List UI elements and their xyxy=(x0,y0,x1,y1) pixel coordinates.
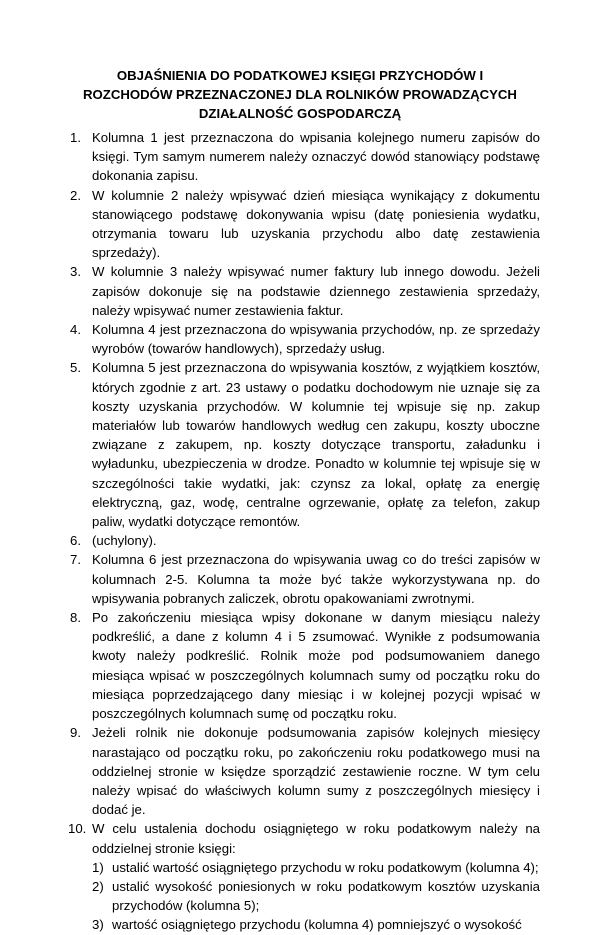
item-text: Kolumna 4 jest przeznaczona do wpisywania przychodów, np. ze sprzedaży wyrobów (towarów handlowych), sprzedaży usług. xyxy=(92,322,540,357)
sub-item-number: 2) xyxy=(92,878,104,894)
item-number: 9. xyxy=(70,725,81,741)
item-text: (uchylony). xyxy=(92,533,157,549)
title-line-2: ROZCHODÓW PRZEZNACZONEJ DLA ROLNIKÓW PROWADZĄCYCH xyxy=(83,87,517,102)
item-text: Kolumna 6 jest przeznaczona do wpisywania uwag co do treści zapisów w kolumnach 2-5. Kolumna ta może być także wykorzystywana np. do wpisywania pobranych zaliczek, obrotu opakowaniami zwrotnymi. xyxy=(92,552,540,606)
sub-item-1 xyxy=(70,858,540,877)
sub-item-3 xyxy=(70,915,540,934)
sub-item-text: ustalić wysokość poniesionych w roku podatkowym kosztów uzyskania przychodów (kolumna 5); xyxy=(112,878,540,914)
sub-item-text: ustalić wartość osiągniętego przychodu w roku podatkowym (kolumna 4); xyxy=(112,859,539,875)
sub-item-text: wartość osiągniętego przychodu (kolumna 4) pomniejszyć o wysokość xyxy=(112,917,522,933)
list-item-5 xyxy=(70,358,540,531)
item-text: Po zakończeniu miesiąca wpisy dokonane w danym miesiącu należy podkreślić, a dane z kolumn 4 i 5 zsumować. Wynikłe z podsumowania kwoty należy podkreślić. Rolnik może pod podsumowaniem danego miesiąca wpisać w poszczególnych kolumnach sumy od początku roku do miesiąca poprzedzającego dany miesiąc i w kolejnej pozycji wpisać w poszczególnych kolumnach sumę od początku roku. xyxy=(92,610,540,722)
item-number: 4. xyxy=(70,322,81,338)
list-item-9 xyxy=(70,723,540,819)
item-number: 8. xyxy=(70,610,81,626)
item-text: W kolumnie 2 należy wpisywać dzień miesiąca wynikający z dokumentu stanowiącego podstawę dokonywania wpisu (datę poniesienia wydatku, otrzymania towaru lub uzyskania przychodu albo datę zestawienia sprzedaży). xyxy=(92,187,540,261)
list-item-4 xyxy=(70,320,540,358)
list-item-6 xyxy=(70,531,540,550)
title-line-3: DZIAŁALNOŚĆ GOSPODARCZĄ xyxy=(198,106,402,121)
item-number: 1. xyxy=(70,130,81,145)
sub-item-number: 3) xyxy=(92,917,104,933)
list-item-7 xyxy=(70,550,540,608)
list-item-2 xyxy=(70,186,540,263)
item-text: W kolumnie 3 należy wpisywać numer faktury lub innego dowodu. Jeżeli zapisów dokonuje się na podstawie dziennego zestawienia sprzedaży, należy wpisywać numer zestawienia faktur. xyxy=(92,264,540,318)
item-number: 2. xyxy=(70,187,81,203)
item-text: Kolumna 1 jest przeznaczona do wpisania kolejnego numeru zapisów do księgi. Tym samym numerem należy oznaczyć dowód stanowiący podstawę dokonania zapisu. xyxy=(92,130,540,184)
list-item-10 xyxy=(70,819,540,857)
sub-item-2 xyxy=(70,877,540,915)
list-item-3 xyxy=(70,262,540,320)
item-number: 3. xyxy=(70,264,81,280)
document-title xyxy=(60,66,540,123)
list-item-1 xyxy=(70,128,540,186)
item-number: 7. xyxy=(70,552,81,568)
item-number: 10. xyxy=(68,821,87,837)
title-line-1: OBJAŚNIENIA DO PODATKOWEJ KSIĘGI PRZYCHODÓW I xyxy=(116,68,484,83)
item-number: 5. xyxy=(70,360,81,376)
item-text: Kolumna 5 jest przeznaczona do wpisywania kosztów, z wyjątkiem kosztów, których zgodnie z art. 23 ustawy o podatku dochodowym nie uznaje się za koszty uzyskania przychodów. W kolumnie tej wpisuje się np. zakup materiałów lub towarów handlowych według cen zakupu, koszty uboczne związane z zakupem, np. koszty dotyczące transportu, załadunku i wyładunku, ubezpieczenia w drodze. Ponadto w kolumnie tej wpisuje się w szczególności takie wydatki, jak: czynsz za lokal, opłatę za energię elektryczną, gaz, wodę, centralne ogrzewanie, opłatę za telefon, zakup paliw, wydatki dotyczące remontów. xyxy=(92,360,540,530)
explanations-list xyxy=(70,128,540,935)
sub-item-number: 1) xyxy=(92,859,104,875)
list-item-8 xyxy=(70,608,540,723)
item-text: W celu ustalenia dochodu osiągniętego w roku podatkowym należy na oddzielnej stronie księgi: xyxy=(92,821,540,856)
item-text: Jeżeli rolnik nie dokonuje podsumowania zapisów kolejnych miesięcy narastająco od początku roku, po zakończeniu roku podatkowego musi na oddzielnej stronie w księdze sporządzić zestawienie roczne. W tym celu należy wpisać do właściwych kolumn sumy z poszczególnych miesięcy i dodać je. xyxy=(92,725,540,818)
item-number: 6. xyxy=(70,533,81,549)
